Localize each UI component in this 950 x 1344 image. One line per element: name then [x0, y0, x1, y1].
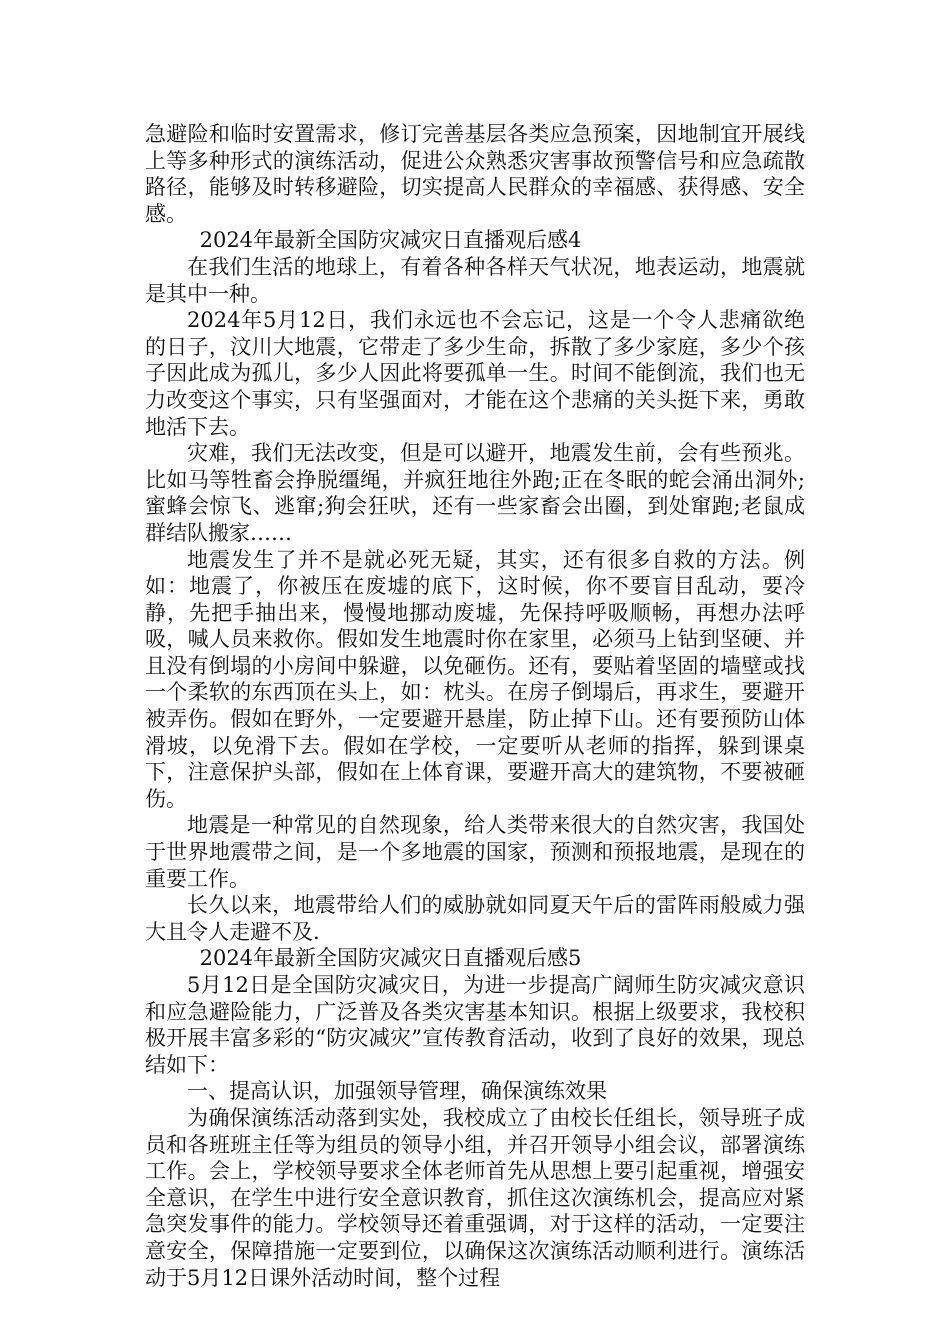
section-heading-5: 2024年最新全国防灾减灾日直播观后感5 [199, 946, 582, 971]
subheading-awareness: 一、提高认识，加强领导管理，确保演练效果 [187, 1079, 607, 1104]
paragraph-drill: 为确保演练活动落到实处，我校成立了由校长任组长，领导班子成员和各班班主任等为组员的领导小组，并召开领导小组会议，部署演练工作。会上，学校领导要求全体老师首先从思想上要引起重视，增强安全意识，在学生中进行安全意识教育，抓住这次演练机会，提高应对紧急突发事件的能力。学校领导还着重强调，对于这样的活动，一定要注意安全，保障措施一定要到位，以确保这次演练活动顺利进行。演练活动于5月12日课外活动时间，整个过程 [145, 1105, 805, 1290]
paragraph-continuation: 急避险和临时安置需求，修订完善基层各类应急预案，因地制宜开展线上等多种形式的演练活动，促进公众熟悉灾害事故预警信号和应急疏散路径，能够及时转移避险，切实提高人民群众的幸福感、获得感、安全感。 [145, 122, 805, 226]
paragraph-threat: 长久以来，地震带给人们的威胁就如同夏天午后的雷阵雨般威力强大且令人走避不及. [145, 893, 805, 944]
paragraph-wenchuan: 2024年5月12日，我们永远也不会忘记，这是一个令人悲痛欲绝的日子，汶川大地震，它带走了多少生命，拆散了多少家庭，多少个孩子因此成为孤儿，多少人因此将要孤单一生。时间不能倒流，我们也无力改变这个事实，只有坚强面对，才能在这个悲痛的关头挺下来，勇敢地活下去。 [145, 308, 805, 439]
paragraph-self-rescue: 地震发生了并不是就必死无疑，其实，还有很多自救的方法。例如：地震了，你被压在废墟的底下，这时候，你不要盲目乱动，要冷静，先把手抽出来，慢慢地挪动废墟，先保持呼吸顺畅，再想办法呼吸，喊人员来救你。假如发生地震时你在家里，必须马上钻到坚硬、并且没有倒塌的小房间中躲避，以免砸伤。还有，要贴着坚固的墙壁或找一个柔软的东西顶在头上，如：枕头。在房子倒塌后，再求生，要避开被弄伤。假如在野外，一定要避开悬崖，防止掉下山。还有要预防山体滑坡，以免滑下去。假如在学校，一定要听从老师的指挥，躲到课桌下，注意保护头部，假如在上体育课，要避开高大的建筑物，不要被砸伤。 [145, 547, 805, 811]
paragraph-earth-intro: 在我们生活的地球上，有着各种各样天气状况，地表运动，地震就是其中一种。 [145, 254, 805, 306]
paragraph-may-12: 5月12日是全国防灾减灾日，为进一步提高广阔师生防灾减灾意识和应急避险能力，广泛普及各类灾害基本知识。根据上级要求，我校积极开展丰富多彩的“防灾减灾”宣传教育活动，收到了良好的效果，现总结如下： [145, 973, 805, 1077]
section-heading-4: 2024年最新全国防灾减灾日直播观后感4 [199, 228, 582, 253]
paragraph-natural-phenomenon: 地震是一种常见的自然现象，给人类带来很大的自然灾害，我国处于世界地震带之间，是一个多地震的国家，预测和预报地震，是现在的重要工作。 [145, 813, 805, 891]
document-page [145, 121, 805, 1291]
paragraph-precursors: 灾难，我们无法改变，但是可以避开，地震发生前，会有些预兆。比如马等牲畜会挣脱缰绳，并疯狂地往外跑;正在冬眠的蛇会涌出洞外;蜜蜂会惊飞、逃窜;狗会狂吠，还有一些家畜会出圈，到处窜跑;老鼠成群结队搬家…… [145, 441, 805, 545]
